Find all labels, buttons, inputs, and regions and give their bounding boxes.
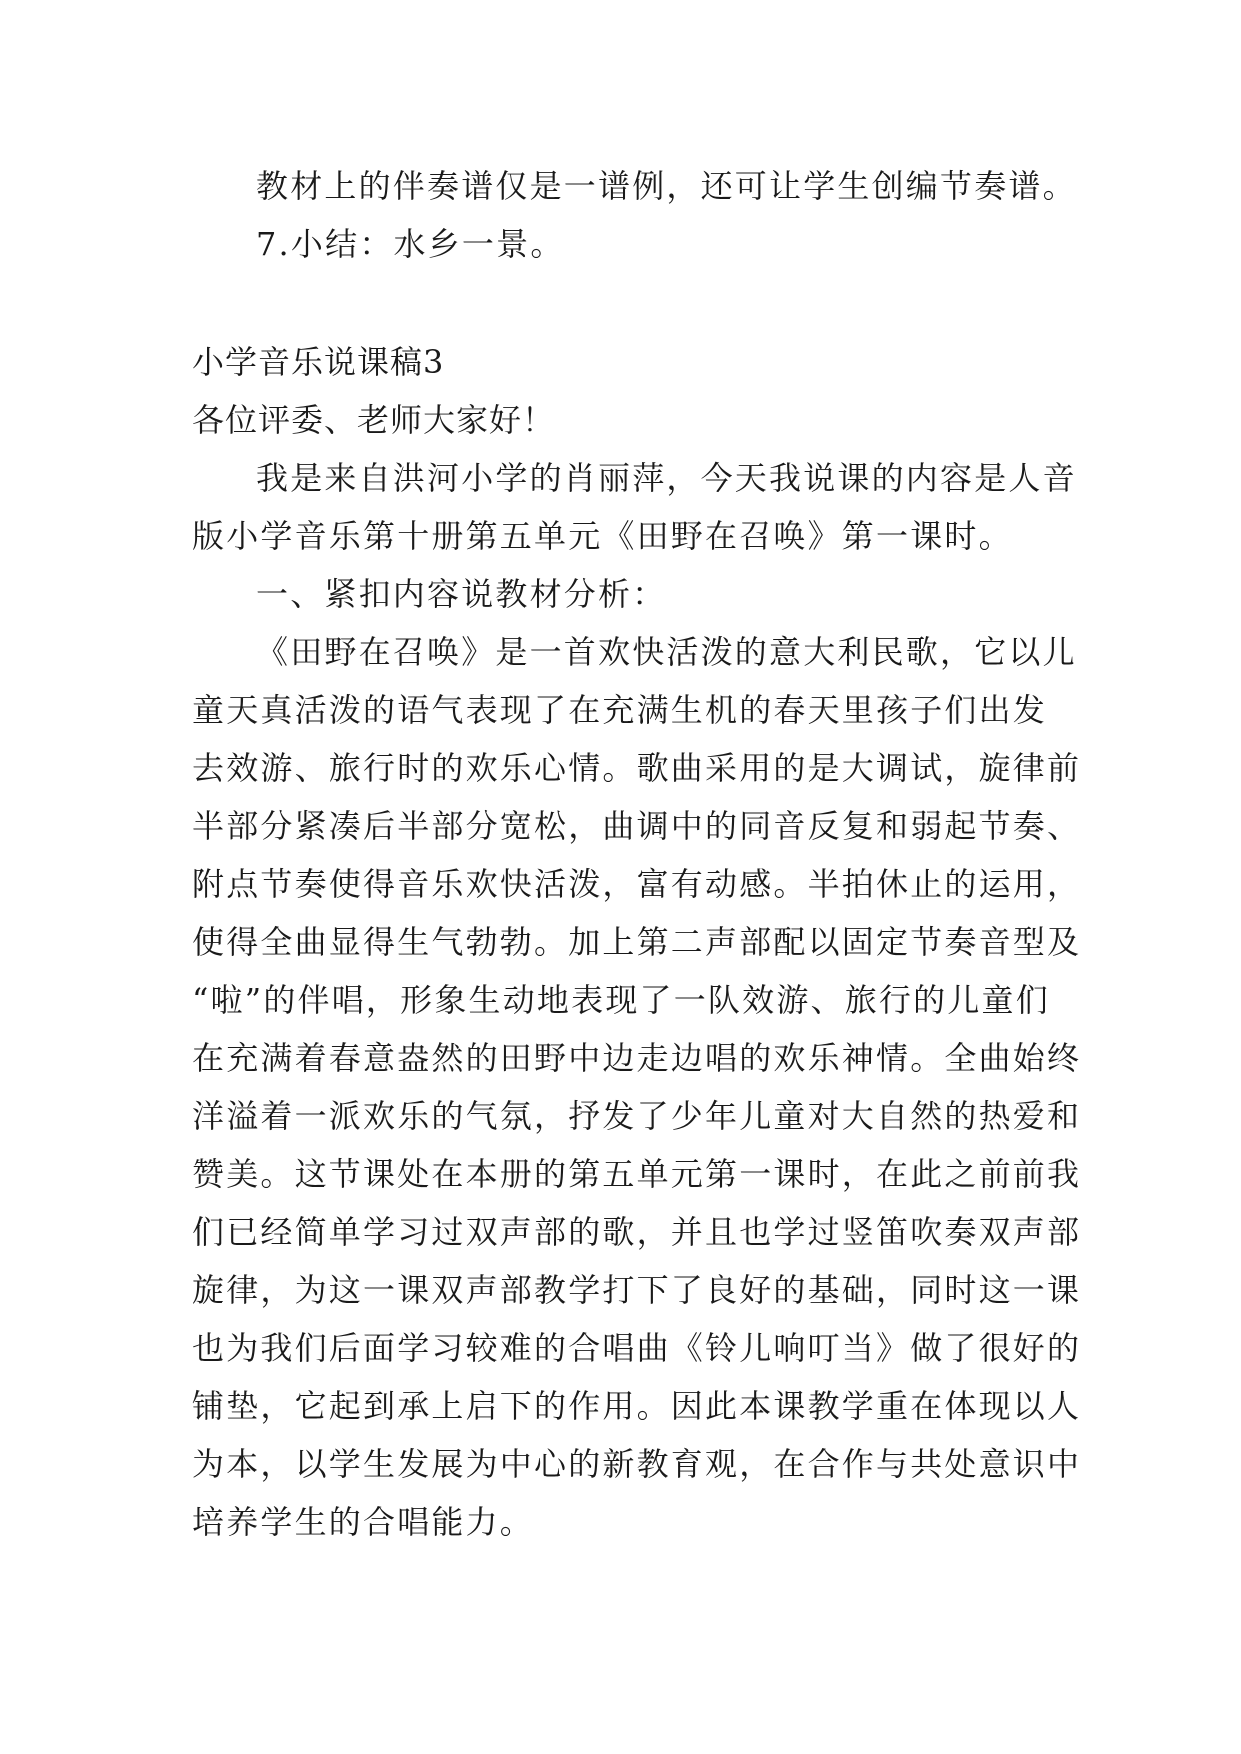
paragraph-line: 半部分紧凑后半部分宽松，曲调中的同音反复和弱起节奏、 (192, 807, 1082, 845)
paragraph-line: 们已经简单学习过双声部的歌，并且也学过竖笛吹奏双声部 (192, 1213, 1082, 1251)
greeting-line: 各位评委、老师大家好！ (192, 401, 556, 439)
paragraph-line: “啦”的伴唱，形象生动地表现了一队效游、旅行的儿童们 (192, 981, 1050, 1019)
paragraph-line: 我是来自洪河小学的肖丽萍，今天我说课的内容是人音 (256, 459, 1077, 497)
paragraph-line: 赞美。这节课处在本册的第五单元第一课时，在此之前前我 (192, 1155, 1082, 1193)
paragraph-line: 在充满着春意盎然的田野中边走边唱的欢乐神情。全曲始终 (192, 1039, 1082, 1077)
paragraph-line: 铺垫，它起到承上启下的作用。因此本课教学重在体现以人 (192, 1387, 1082, 1425)
paragraph-line: 使得全曲显得生气勃勃。加上第二声部配以固定节奏音型及 (192, 923, 1082, 961)
paragraph-line: 童天真活泼的语气表现了在充满生机的春天里孩子们出发 (192, 691, 1048, 729)
paragraph-line: 洋溢着一派欢乐的气氛，抒发了少年儿童对大自然的热爱和 (192, 1097, 1082, 1135)
paragraph-line: 附点节奏使得音乐欢快活泼，富有动感。半拍休止的运用， (192, 865, 1082, 903)
summary-line: 7.小结：水乡一景。 (256, 225, 565, 263)
paragraph-line: 旋律，为这一课双声部教学打下了良好的基础，同时这一课 (192, 1271, 1082, 1309)
paragraph-line: 教材上的伴奏谱仅是一谱例，还可让学生创编节奏谱。 (256, 167, 1077, 205)
paragraph-line: 《田野在召唤》是一首欢快活泼的意大利民歌，它以儿 (256, 633, 1077, 671)
paragraph-line: 培养学生的合唱能力。 (192, 1503, 535, 1541)
subheading-line: 一、紧扣内容说教材分析： (256, 575, 667, 613)
paragraph-line: 为本，以学生发展为中心的新教育观，在合作与共处意识中 (192, 1445, 1082, 1483)
paragraph-line: 去效游、旅行时的欢乐心情。歌曲采用的是大调试，旋律前 (192, 749, 1082, 787)
paragraph-line: 版小学音乐第十册第五单元《田野在召唤》第一课时。 (192, 517, 1013, 555)
paragraph-line: 也为我们后面学习较难的合唱曲《铃儿响叮当》做了很好的 (192, 1329, 1082, 1367)
section-title: 小学音乐说课稿3 (192, 343, 445, 381)
